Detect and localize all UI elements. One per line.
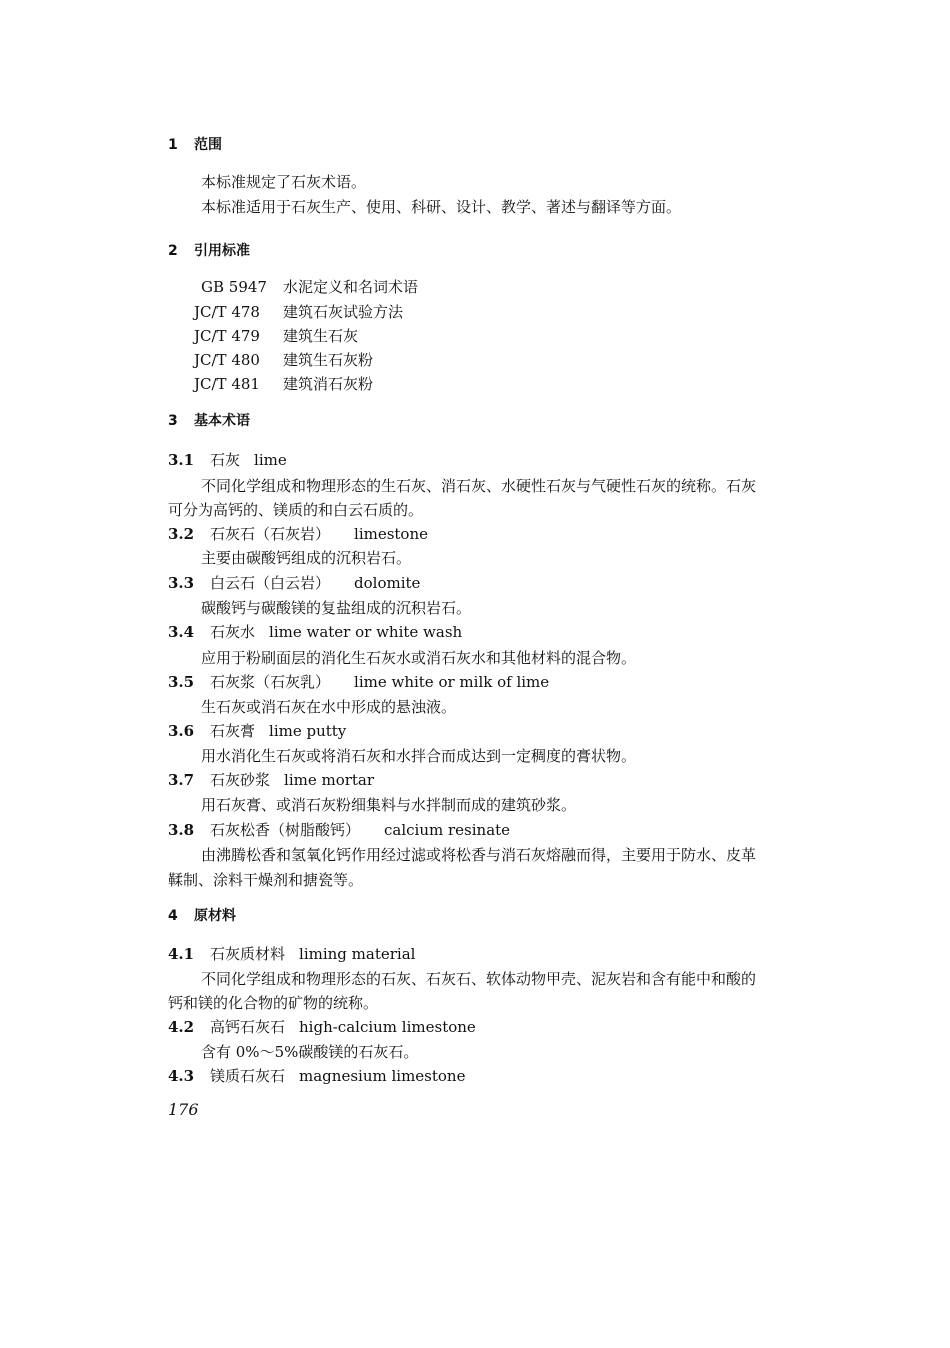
- term-chinese: 石灰质材料: [210, 945, 286, 963]
- reference-item: [194, 302, 403, 322]
- section-number: 4: [168, 908, 178, 924]
- term-number: 3.8: [168, 821, 195, 839]
- section-title: 原材料: [194, 908, 236, 924]
- term-number: 3.5: [168, 673, 195, 691]
- term-chinese: 高钙石灰石: [210, 1018, 286, 1036]
- term-definition: 不同化学组成和物理形态的生石灰、消石灰、水硬性石灰与气硬性石灰的统称。石灰: [201, 477, 757, 495]
- term-definition: 用石灰膏、或消石灰粉细集料与水拌制而成的建筑砂浆。: [201, 796, 577, 814]
- section-heading-3: [168, 411, 250, 431]
- term-definition: 用水消化生石灰或将消石灰和水拌合而成达到一定稠度的膏状物。: [201, 747, 637, 765]
- section-heading-1: [168, 135, 222, 155]
- term-heading: [168, 524, 428, 544]
- term-number: 3.7: [168, 771, 195, 789]
- term-english: lime white or milk of lime: [354, 673, 550, 691]
- section-number: 3: [168, 413, 178, 429]
- section-number: 2: [168, 243, 178, 259]
- term-heading: [168, 450, 287, 470]
- term-english: calcium resinate: [384, 821, 511, 839]
- term-heading: [168, 672, 549, 692]
- term-definition: 可分为高钙的、镁质的和白云石质的。: [168, 501, 424, 519]
- term-definition: 由沸腾松香和氢氧化钙作用经过滤或将松香与消石灰熔融而得，主要用于防水、皮革: [201, 846, 757, 864]
- reference-code: JC/T 479: [194, 327, 260, 345]
- term-number: 3.4: [168, 623, 195, 641]
- reference-item: [194, 326, 358, 346]
- section-heading-4: [168, 906, 236, 926]
- section-heading-2: [168, 241, 250, 261]
- section-title: 范围: [194, 137, 222, 153]
- term-number: 4.1: [168, 945, 195, 963]
- term-chinese: 白云石（白云岩）: [210, 574, 331, 592]
- term-heading: [168, 820, 510, 840]
- term-heading: [168, 944, 415, 964]
- term-english: dolomite: [354, 574, 421, 592]
- term-number: 3.1: [168, 451, 195, 469]
- term-definition: 主要由碳酸钙组成的沉积岩石。: [201, 549, 412, 567]
- term-heading: [168, 573, 420, 593]
- reference-code: GB 5947: [201, 278, 267, 296]
- reference-code: JC/T 480: [194, 351, 260, 369]
- term-definition: 不同化学组成和物理形态的石灰、石灰石、软体动物甲壳、泥灰岩和含有能中和酸的: [201, 970, 757, 988]
- term-heading: [168, 721, 346, 741]
- term-chinese: 镁质石灰石: [210, 1067, 286, 1085]
- reference-code: JC/T 481: [194, 375, 260, 393]
- term-number: 3.6: [168, 722, 195, 740]
- section-number: 1: [168, 137, 178, 153]
- paragraph: 本标准适用于石灰生产、使用、科研、设计、教学、著述与翻译等方面。: [201, 198, 682, 216]
- reference-item: [194, 374, 373, 394]
- term-english: lime: [254, 451, 287, 469]
- term-definition: 钙和镁的化合物的矿物的统称。: [168, 994, 379, 1012]
- section-title: 基本术语: [194, 413, 250, 429]
- term-definition: 含有 0%～5%碳酸镁的石灰石。: [201, 1043, 419, 1061]
- paragraph: 本标准规定了石灰术语。: [201, 173, 367, 191]
- term-definition: 鞣制、涂料干燥剂和搪瓷等。: [168, 871, 364, 889]
- term-definition: 应用于粉刷面层的消化生石灰水或消石灰水和其他材料的混合物。: [201, 649, 637, 667]
- term-english: liming material: [299, 945, 416, 963]
- term-english: limestone: [354, 525, 429, 543]
- term-heading: [168, 1066, 465, 1086]
- reference-title: 建筑石灰试验方法: [283, 303, 404, 321]
- term-number: 3.2: [168, 525, 195, 543]
- term-definition: 碳酸钙与碳酸镁的复盐组成的沉积岩石。: [201, 599, 472, 617]
- term-english: high-calcium limestone: [299, 1018, 476, 1036]
- term-chinese: 石灰砂浆: [210, 771, 271, 789]
- term-english: lime mortar: [284, 771, 375, 789]
- term-heading: [168, 1017, 476, 1037]
- term-chinese: 石灰松香（树脂酸钙）: [210, 821, 361, 839]
- reference-title: 建筑生石灰: [283, 327, 359, 345]
- reference-title: 建筑消石灰粉: [283, 375, 374, 393]
- term-number: 4.2: [168, 1018, 195, 1036]
- reference-title: 水泥定义和名词术语: [283, 278, 419, 296]
- term-english: lime putty: [269, 722, 347, 740]
- term-number: 4.3: [168, 1067, 195, 1085]
- section-title: 引用标准: [194, 243, 250, 259]
- reference-code: JC/T 478: [194, 303, 260, 321]
- reference-item: [194, 350, 373, 370]
- page-number: 176: [168, 1100, 199, 1119]
- term-chinese: 石灰石（石灰岩）: [210, 525, 331, 543]
- term-heading: [168, 622, 462, 642]
- term-definition: 生石灰或消石灰在水中形成的悬浊液。: [201, 698, 457, 716]
- reference-item: [201, 277, 418, 297]
- term-heading: [168, 770, 374, 790]
- reference-title: 建筑生石灰粉: [283, 351, 374, 369]
- term-english: lime water or white wash: [269, 623, 463, 641]
- term-number: 3.3: [168, 574, 195, 592]
- term-chinese: 石灰: [210, 451, 241, 469]
- term-chinese: 石灰水: [210, 623, 256, 641]
- term-english: magnesium limestone: [299, 1067, 466, 1085]
- term-chinese: 石灰膏: [210, 722, 256, 740]
- term-chinese: 石灰浆（石灰乳）: [210, 673, 331, 691]
